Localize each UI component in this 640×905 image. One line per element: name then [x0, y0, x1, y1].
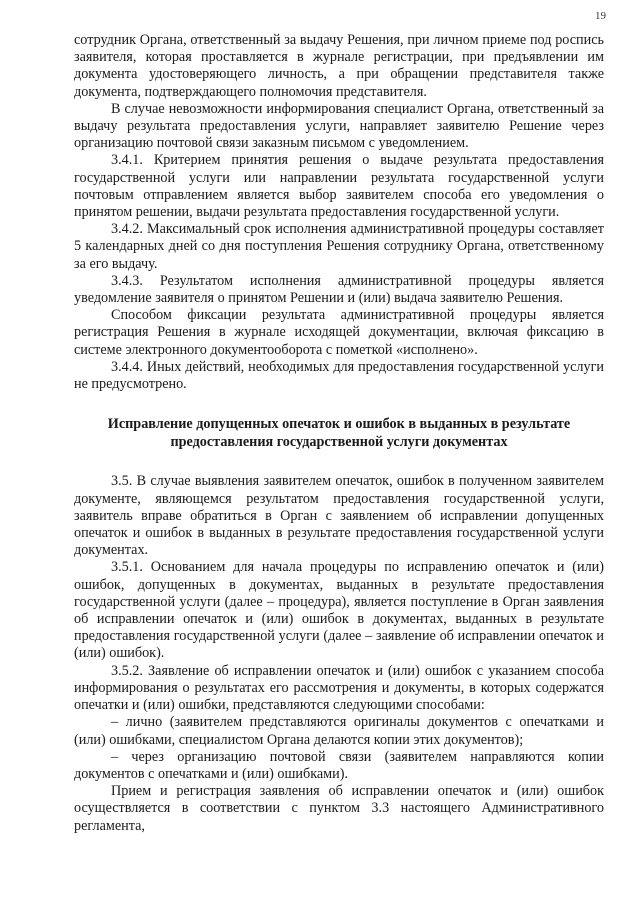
paragraph: 3.4.3. Результатом исполнения административной процедуры является уведомление заявителя о принятом Решении и (или) выдача заявителю Решения.	[74, 272, 604, 307]
section-3-4-text	[74, 32, 604, 393]
list-item: – лично (заявителем представляются оригиналы документов с опечатками и (или) ошибками, специалистом Органа делаются копии этих документов);	[74, 714, 604, 748]
section-heading-line: предоставления государственной услуги документах	[170, 433, 508, 450]
paragraph: Прием и регистрация заявления об исправлении опечаток и (или) ошибок осуществляется в соответствии с пунктом 3.3 настоящего Административного регламента,	[74, 783, 604, 834]
paragraph: 3.5.1. Основанием для начала процедуры по исправлению опечаток и (или) ошибок, допущенных в документах, выданных в результате предоставления государственной услуги (далее – процедура), является поступление в Орган заявления об исправлении опечаток и (или) ошибок в документах, выданных в результате предоставления государственной услуги (далее – заявление об исправлении опечаток и (или) ошибок).	[74, 559, 604, 662]
paragraph: 3.4.2. Максимальный срок исполнения административной процедуры составляет 5 календарных дней со дня поступления Решения сотруднику Органа, ответственному за его выдачу.	[74, 221, 604, 272]
section-heading-line: Исправление допущенных опечаток и ошибок в выданных в результате	[107, 416, 571, 433]
paragraph: 3.5. В случае выявления заявителем опечаток, ошибок в полученном заявителем документе, являющемся результатом предоставления государственной услуги, заявитель вправе обратиться в Орган с заявлением об исправлении допущенных опечаток и ошибок в выданных в результате предоставления государственной услуги документах.	[74, 473, 604, 559]
paragraph: 3.4.4. Иных действий, необходимых для предоставления государственной услуги не предусмотрено.	[74, 358, 604, 393]
document-body	[74, 32, 604, 835]
paragraph: В случае невозможности информирования специалист Органа, ответственный за выдачу результата предоставления услуги, направляет заявителю Решение через организацию почтовой связи заказным письмом с уведомлением.	[74, 100, 604, 152]
paragraph: 3.4.1. Критерием принятия решения о выдаче результата предоставления государственной услуги или направлении результата государственной услуги почтовым отправлением является выбор заявителем способа его уведомления о принятом решении, выдачи результата предоставления государственной услуги.	[74, 152, 604, 221]
paragraph: 3.5.2. Заявление об исправлении опечаток и (или) ошибок с указанием способа информирования о результатах его рассмотрения и документы, в которых содержатся опечатки и (или) ошибки, представляются следующими способами:	[74, 662, 604, 714]
paragraph: сотрудник Органа, ответственный за выдачу Решения, при личном приеме под роспись заявителя, которая проставляется в журнале регистрации, при предъявлении им документа удостоверяющего личность, а при обращении представителя также документа, подтверждающего полномочия представителя.	[74, 32, 604, 100]
section-3-5-text	[74, 473, 604, 834]
section-heading	[74, 416, 604, 451]
paragraph: Способом фиксации результата административной процедуры является регистрация Решения в журнале исходящей документации, включая фиксацию в системе электронного документооборота с пометкой «исполнено».	[74, 307, 604, 358]
list-item: – через организацию почтовой связи (заявителем направляются копии документов с опечатками и (или) ошибками).	[74, 748, 604, 782]
page-number: 19	[595, 10, 606, 22]
